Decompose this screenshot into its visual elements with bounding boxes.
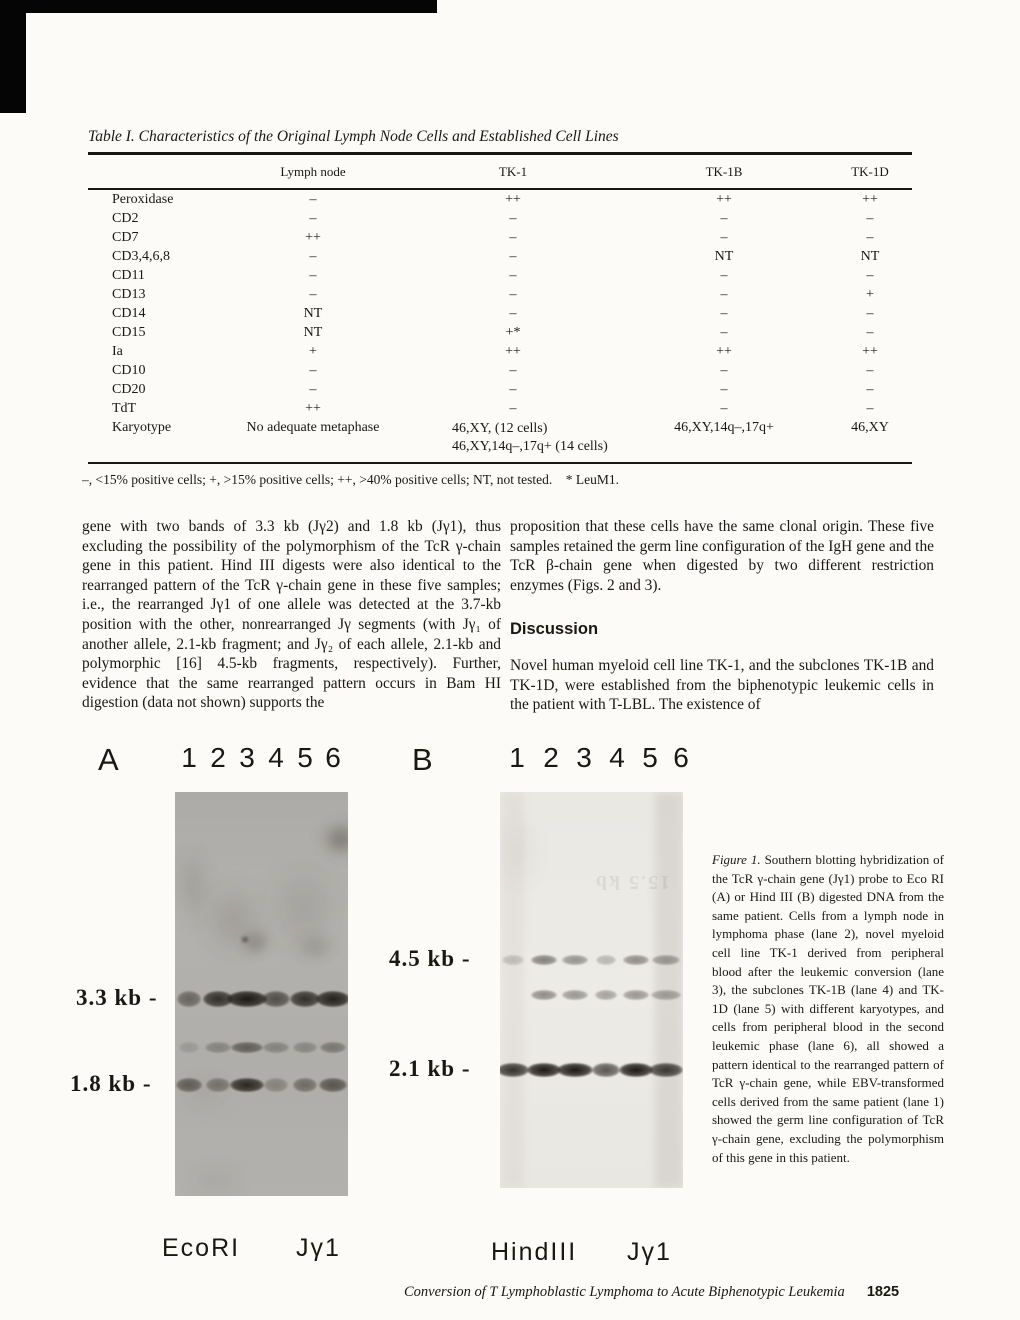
figure-caption-lead: Figure 1. bbox=[712, 852, 761, 867]
footer-page-number: 1825 bbox=[866, 1284, 900, 1300]
table-header-lymph-node: Lymph node bbox=[220, 154, 406, 190]
table-footnote: –, <15% positive cells; +, >15% positive cells; ++, >40% positive cells; NT, not tested. * LeuM1. bbox=[82, 472, 619, 487]
gel-band bbox=[264, 1078, 288, 1092]
gel-band bbox=[527, 1063, 561, 1077]
row-value: – bbox=[866, 362, 874, 378]
row-value: – bbox=[309, 210, 317, 226]
row-value: – bbox=[720, 400, 728, 416]
gel-band bbox=[293, 1078, 317, 1092]
gel-band bbox=[177, 991, 201, 1007]
table-title: Table I. Characteristics of the Original Lymph Node Cells and Established Cell Lines bbox=[88, 128, 619, 145]
row-label: CD7 bbox=[112, 229, 139, 245]
row-value: – bbox=[720, 362, 728, 378]
row-value: – bbox=[866, 324, 874, 340]
row-value: ++ bbox=[505, 343, 521, 359]
row-value: +* bbox=[505, 324, 521, 340]
gel-band bbox=[293, 1042, 317, 1053]
row-value: ++ bbox=[305, 229, 321, 245]
row-value: NT bbox=[714, 248, 734, 264]
row-value: 46,XY, (12 cells) 46,XY,14q–,17q+ (14 cells) bbox=[452, 421, 608, 454]
gel-band bbox=[562, 955, 588, 965]
gel-band bbox=[320, 1042, 346, 1053]
table-row bbox=[88, 323, 912, 342]
table-row bbox=[88, 418, 912, 463]
marker-label-1.8kb: 1.8 kb - bbox=[70, 1071, 152, 1096]
gel-band bbox=[230, 1078, 264, 1092]
lane-number-label: 1 bbox=[509, 742, 525, 773]
row-label: CD2 bbox=[112, 210, 139, 226]
gel-blot-b bbox=[500, 792, 683, 1188]
row-value: – bbox=[720, 286, 728, 302]
table-header-tk1d: TK-1D bbox=[828, 154, 912, 190]
row-label: CD3,4,6,8 bbox=[112, 248, 170, 264]
footer-running-title: Conversion of T Lymphoblastic Lymphoma to Acute Biphenotypic Leukemia bbox=[404, 1284, 845, 1300]
row-label: TdT bbox=[112, 400, 137, 416]
marker-label-4.5kb: 4.5 kb - bbox=[389, 946, 471, 971]
row-value: – bbox=[720, 267, 728, 283]
gel-band bbox=[262, 991, 290, 1007]
row-value: ++ bbox=[862, 343, 878, 359]
row-value: – bbox=[509, 248, 517, 264]
gel-band bbox=[205, 1042, 231, 1053]
row-value: 46,XY,14q–,17q+ bbox=[674, 420, 774, 435]
row-label: Peroxidase bbox=[112, 191, 174, 207]
table-row bbox=[88, 304, 912, 323]
enzyme-label-hindiii: HindIII bbox=[491, 1238, 578, 1266]
row-value: NT bbox=[303, 324, 323, 340]
gel-band bbox=[623, 990, 649, 1000]
lane-number-label: 4 bbox=[268, 742, 284, 773]
row-value: – bbox=[509, 400, 517, 416]
row-value: + bbox=[866, 286, 874, 302]
row-value: NT bbox=[860, 248, 880, 264]
lane-number-label: 4 bbox=[609, 742, 625, 773]
gel-blot-a bbox=[175, 792, 348, 1196]
gel-band bbox=[179, 1042, 199, 1053]
row-value: – bbox=[866, 305, 874, 321]
table-row bbox=[88, 209, 912, 228]
row-value: – bbox=[509, 286, 517, 302]
row-value: – bbox=[509, 210, 517, 226]
gel-band bbox=[592, 1063, 620, 1077]
figure-caption-body: Southern blotting hybridization of the TcR γ-chain gene (Jγ1) probe to Eco RI (A) or Hind III (B) digested DNA from the same patient. Cells from a lymph node in lymphoma phase (lane 2), novel myeloid cell line TK-1 derived from peripheral blood after the leukemic conversion (lane 3), the subclones TK-1B (lane 4) and TK-1D (lane 5) with different karyotypes, and cells from peripheral blood in the second leukemic phase (lane 6), all showed a pattern identical to the rearranged pattern of TcR γ-chain gene, while EBV-transformed cells derived from the same patient (lane 1) showed the germ line configuration of TcR γ-chain gene, excluding the polymorphism of this gene in this patient. bbox=[712, 852, 944, 1165]
gel-band bbox=[619, 1063, 653, 1077]
gel-smudge bbox=[240, 935, 250, 944]
row-value: – bbox=[309, 381, 317, 397]
row-value: – bbox=[509, 362, 517, 378]
row-value: – bbox=[866, 400, 874, 416]
table-header-row bbox=[88, 154, 912, 190]
gel-band bbox=[596, 955, 616, 965]
panel-b-lane-numbers bbox=[500, 742, 689, 780]
row-value: ++ bbox=[716, 191, 732, 207]
row-label: CD13 bbox=[112, 286, 146, 302]
table-header-tk1: TK-1 bbox=[406, 154, 620, 190]
row-value: – bbox=[509, 381, 517, 397]
marker-label-2.1kb: 2.1 kb - bbox=[389, 1056, 471, 1081]
gel-smudge bbox=[295, 934, 335, 960]
gel-band bbox=[231, 1042, 263, 1053]
gel-band bbox=[227, 991, 267, 1007]
discussion-heading: Discussion bbox=[510, 620, 599, 639]
table-row bbox=[88, 266, 912, 285]
row-value: – bbox=[509, 229, 517, 245]
gel-band bbox=[531, 990, 557, 1000]
gel-band bbox=[263, 1042, 289, 1053]
row-value: – bbox=[309, 267, 317, 283]
lane-number-label: 3 bbox=[576, 742, 592, 773]
gel-band bbox=[562, 990, 588, 1000]
row-value: No adequate metaphase bbox=[246, 420, 380, 435]
body-column-right bbox=[510, 517, 934, 715]
row-value: – bbox=[309, 248, 317, 264]
table-row bbox=[88, 189, 912, 209]
row-value: – bbox=[720, 305, 728, 321]
gel-band bbox=[319, 1078, 347, 1092]
gel-band bbox=[557, 1063, 593, 1077]
panel-b-letter: B bbox=[412, 742, 433, 777]
table-header-blank bbox=[88, 154, 220, 190]
panel-a-lane-numbers bbox=[175, 742, 348, 780]
row-value: – bbox=[720, 381, 728, 397]
table-row bbox=[88, 228, 912, 247]
probe-label-jg1-b: Jγ1 bbox=[627, 1238, 672, 1266]
lane-number-label: 2 bbox=[210, 742, 226, 773]
gel-band bbox=[652, 955, 680, 965]
marker-label-3.3kb: 3.3 kb - bbox=[76, 985, 158, 1010]
figure-caption bbox=[712, 851, 944, 1167]
scan-artifact-top-bar bbox=[0, 0, 437, 13]
row-label: CD14 bbox=[112, 305, 146, 321]
row-value: 46,XY bbox=[851, 420, 889, 435]
row-value: – bbox=[866, 210, 874, 226]
enzyme-label-ecori: EcoRI bbox=[162, 1234, 241, 1262]
row-label: CD20 bbox=[112, 381, 146, 397]
gel-band bbox=[531, 955, 557, 965]
gel-smudge bbox=[180, 1072, 230, 1112]
table-row bbox=[88, 285, 912, 304]
row-value: ++ bbox=[505, 191, 521, 207]
gel-band bbox=[500, 1063, 529, 1077]
gel-smudge bbox=[185, 1167, 245, 1196]
table-header-tk1b: TK-1B bbox=[620, 154, 828, 190]
table-row bbox=[88, 342, 912, 361]
discussion-paragraph: Novel human myeloid cell line TK-1, and the subclones TK-1B and TK-1D, were established from the biphenotypic leukemic cells in the patient with T-LBL. The existence of bbox=[510, 656, 934, 714]
row-label: Ia bbox=[112, 343, 123, 359]
gel-smudge bbox=[321, 822, 348, 856]
lane-number-label: 2 bbox=[543, 742, 559, 773]
lane-number-label: 5 bbox=[642, 742, 658, 773]
table-row bbox=[88, 380, 912, 399]
page-footer bbox=[404, 1284, 964, 1301]
table-row bbox=[88, 247, 912, 266]
row-value: + bbox=[309, 343, 317, 359]
gel-b-ghost-text: 15.5 kb bbox=[593, 871, 670, 893]
row-value: – bbox=[720, 324, 728, 340]
row-value: – bbox=[720, 229, 728, 245]
characteristics-table bbox=[88, 152, 912, 464]
body-right-paragraph: proposition that these cells have the same clonal origin. These five samples retained the germ line configuration of the IgH gene and the TcR β-chain gene when digested by two different restriction enzymes (Figs. 2 and 3). bbox=[510, 518, 934, 594]
row-label: CD15 bbox=[112, 324, 146, 340]
gel-smudge bbox=[500, 812, 540, 892]
lane-number-label: 5 bbox=[297, 742, 313, 773]
scan-artifact-left-bar bbox=[0, 0, 26, 113]
table-row bbox=[88, 361, 912, 380]
gel-band bbox=[651, 990, 681, 1000]
lane-number-label: 3 bbox=[239, 742, 255, 773]
gel-band bbox=[316, 991, 348, 1007]
row-value: ++ bbox=[716, 343, 732, 359]
row-value: – bbox=[866, 267, 874, 283]
row-value: – bbox=[509, 305, 517, 321]
row-label: CD11 bbox=[112, 267, 145, 283]
table-row bbox=[88, 399, 912, 418]
gel-band bbox=[623, 955, 649, 965]
row-label: Karyotype bbox=[112, 420, 172, 435]
row-value: – bbox=[309, 362, 317, 378]
gel-band bbox=[649, 1063, 683, 1077]
lane-number-label: 6 bbox=[325, 742, 341, 773]
row-value: – bbox=[866, 229, 874, 245]
row-value: – bbox=[866, 381, 874, 397]
row-value: – bbox=[309, 286, 317, 302]
lane-number-label: 6 bbox=[673, 742, 689, 773]
gel-band bbox=[502, 955, 524, 965]
row-value: ++ bbox=[862, 191, 878, 207]
row-value: ++ bbox=[305, 400, 321, 416]
probe-label-jg1-a: Jγ1 bbox=[296, 1234, 341, 1262]
panel-a-letter: A bbox=[98, 742, 119, 777]
lane-number-label: 1 bbox=[181, 742, 197, 773]
row-value: NT bbox=[303, 305, 323, 321]
row-value: – bbox=[509, 267, 517, 283]
row-value: – bbox=[309, 191, 317, 207]
row-label: CD10 bbox=[112, 362, 146, 378]
gel-band bbox=[595, 990, 617, 1000]
row-value: – bbox=[720, 210, 728, 226]
body-column-left: gene with two bands of 3.3 kb (Jγ2) and 1.8 kb (Jγ1), thus excluding the possibility of the polymorphism of the TcR γ-chain gene in this patient. Hind III digests were also identical to the rearranged pattern of the TcR γ-chain gene in these five samples; i.e., the rearranged Jγ1 of one allele was detected at the 3.7-kb position with the other, nonrearranged Jγ segments (with Jγ₁ of another allele, 2.1-kb fragment; and Jγ₂ of each allele, 2.1-kb and polymorphic [16] 4.5-kb fragments, respectively). Further, evidence that the same rearranged pattern occurs in Bam HI digestion (data not shown) supports the bbox=[82, 518, 501, 712]
